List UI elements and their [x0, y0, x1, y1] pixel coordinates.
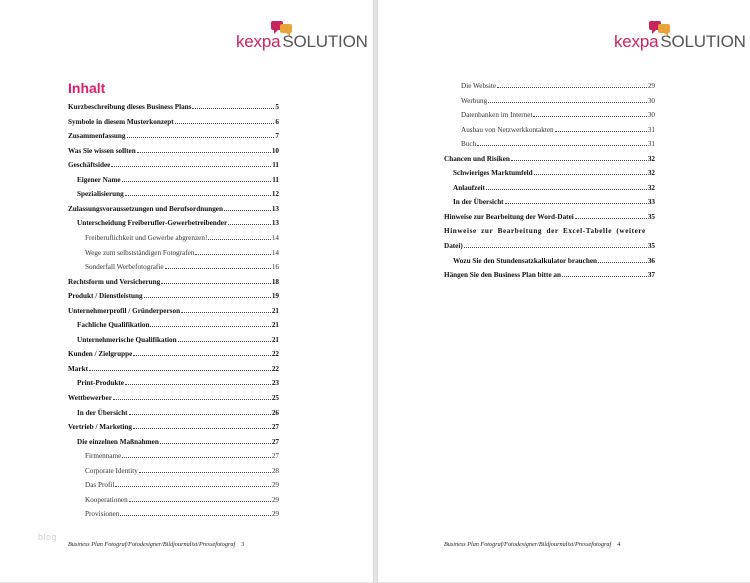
toc-entry-label: Print-Produkte: [77, 379, 124, 388]
toc-entry-label: Spezialisierung: [77, 190, 124, 199]
toc-entry-page: 28: [271, 466, 279, 475]
toc-entry[interactable]: [85, 494, 279, 505]
toc-entry[interactable]: [77, 188, 279, 199]
toc-entry[interactable]: [85, 232, 279, 243]
toc-entry-label: Das Profil: [85, 481, 115, 490]
toc-leader-dots: [178, 334, 271, 342]
toc-entry-page: 18: [271, 277, 279, 286]
toc-entry-label: Wozu Sie den Stundensatzkalkulator brauchen: [453, 256, 598, 265]
toc-entry-page: 29: [271, 495, 279, 504]
toc-leader-dots: [89, 363, 271, 371]
toc-entry-label: Hängen Sie den Business Plan bitte an: [444, 271, 562, 280]
toc-leader-dots: [150, 319, 270, 327]
toc-entry-label: Wettbewerber: [68, 394, 112, 402]
toc-entry[interactable]: [461, 109, 655, 120]
toc-entry[interactable]: [453, 182, 655, 193]
toc-entry-page: 33: [647, 198, 655, 207]
toc-leader-dots: [555, 124, 647, 132]
page-footer-right: [444, 541, 620, 548]
toc-entry[interactable]: [77, 174, 279, 185]
toc-entry[interactable]: [68, 276, 279, 287]
toc-title: Inhalt: [68, 80, 106, 96]
toc-entry-page: 5: [275, 103, 279, 111]
toc-entry[interactable]: [453, 196, 655, 207]
toc-leader-dots: [208, 232, 270, 240]
toc-entry-page: 12: [271, 190, 279, 199]
toc-entry-label: Buch: [461, 140, 477, 149]
toc-entry-page: 6: [275, 117, 279, 126]
toc-entry[interactable]: [444, 153, 655, 164]
toc-entry-label: In der Übersicht: [453, 198, 504, 207]
toc-entry-label: Corporate Identity: [85, 466, 138, 475]
toc-entry-label: Markt: [68, 364, 88, 373]
toc-entry[interactable]: [68, 101, 279, 112]
left-page: [0, 0, 374, 582]
toc-leader-dots: [115, 479, 270, 487]
toc-leader-dots: [122, 450, 270, 458]
toc-entry-label: Sonderfall Werbefotografie: [85, 263, 164, 272]
toc-entry-page: 30: [647, 111, 655, 120]
toc-entry-label: Datenbanken im Internet: [461, 111, 533, 120]
toc-entry-page: 11: [272, 161, 279, 170]
watermark: blog: [38, 532, 58, 542]
toc-entry-page: 16: [271, 263, 279, 272]
toc-entry-label: Was Sie wissen sollten: [68, 146, 136, 155]
toc-entry-label: Hinweise zur Bearbeitung der Excel-Tabelle (weitere: [444, 226, 646, 235]
toc-entry[interactable]: [68, 290, 279, 301]
footer-text: Business Plan Fotograf/Fotodesigner/Bildjournalist/Pressefotograf: [444, 541, 612, 548]
toc-leader-dots: [125, 377, 271, 385]
toc-entry[interactable]: [68, 130, 279, 141]
toc-entry[interactable]: [444, 211, 655, 222]
toc-leader-dots: [144, 290, 271, 298]
toc-entry-page: 29: [271, 481, 279, 490]
toc-entry-label: Kooperationen: [85, 495, 128, 504]
toc-entry-label: Zusammenfassung: [68, 132, 126, 141]
toc-leader-dots: [192, 101, 274, 109]
page-footer-left: [68, 541, 244, 548]
toc-entry-label: Provisionen: [85, 510, 120, 519]
toc-entry-page: 7: [275, 132, 279, 141]
toc-entry[interactable]: [77, 319, 279, 330]
toc-entry-page: 14: [271, 248, 279, 257]
toc-entry-page: 29: [271, 510, 279, 519]
toc-leader-dots: [534, 167, 647, 175]
toc-entry[interactable]: [85, 247, 279, 258]
toc-entry[interactable]: [85, 450, 279, 461]
toc-leader-dots: [161, 276, 271, 284]
toc-entry[interactable]: [461, 80, 655, 91]
toc-entry-page: 13: [271, 204, 279, 213]
toc-entry-page: 19: [271, 292, 279, 301]
toc-leader-dots: [127, 130, 275, 138]
toc-entry-label: Produkt / Dienstleistung: [68, 292, 143, 301]
toc-leader-dots: [181, 305, 271, 313]
toc-entry-label: Datei): [444, 242, 463, 251]
toc-leader-dots: [562, 269, 647, 277]
toc-leader-dots: [129, 494, 271, 502]
toc-leader-dots: [129, 407, 271, 415]
toc-leader-dots: [120, 508, 270, 516]
toc-entry-label: Unternehmerische Qualifikation: [77, 335, 177, 344]
toc-leader-dots: [497, 80, 647, 88]
toc-entry-label: Vertrieb / Marketing: [68, 423, 133, 432]
page-number: 3: [241, 541, 245, 548]
toc-leader-dots: [122, 174, 272, 182]
toc-entry-label: Geschäftsidee: [68, 161, 111, 170]
toc-entry[interactable]: [77, 217, 279, 228]
toc-entry-label: Eigener Name: [77, 175, 121, 184]
toc-entry-page: 35: [647, 242, 655, 251]
toc-entry[interactable]: [444, 226, 655, 236]
toc-entry-label: Fachliche Qualifikation: [77, 321, 150, 330]
toc-leader-dots: [125, 188, 271, 196]
toc-entry[interactable]: [68, 203, 279, 214]
toc-entry-label: Hinweise zur Bearbeitung der Word-Datei: [444, 212, 574, 221]
toc-entry-page: 31: [647, 140, 655, 149]
toc-entry[interactable]: [77, 407, 279, 418]
toc-entry-label: Anlaufzeit: [453, 183, 485, 192]
toc-entry[interactable]: [68, 116, 279, 127]
toc-entry-label: Firmenname: [85, 452, 122, 461]
toc-entry-label: Schwieriges Marktumfeld: [453, 169, 533, 178]
toc-entry-page: 22: [271, 364, 279, 373]
toc-entry-page: 27: [271, 452, 279, 461]
toc-leader-dots: [224, 203, 271, 211]
toc-right: [378, 0, 750, 582]
logo-solution-text: SOLUTION: [282, 32, 368, 51]
toc-entry[interactable]: [85, 479, 279, 490]
toc-leader-dots: [505, 196, 647, 204]
toc-leader-dots: [511, 153, 647, 161]
toc-entry[interactable]: [77, 436, 279, 447]
toc-leader-dots: [175, 116, 275, 124]
toc-leader-dots: [477, 138, 647, 146]
toc-entry-page: 37: [647, 271, 655, 280]
toc-entry-page: 32: [647, 183, 655, 192]
right-page: [377, 0, 750, 582]
toc-leader-dots: [113, 392, 271, 400]
toc-leader-dots: [133, 348, 271, 356]
toc-left: [0, 0, 373, 582]
toc-entry-page: 36: [647, 256, 655, 265]
toc-entry-page: 29: [647, 82, 655, 90]
toc-entry[interactable]: [453, 255, 655, 266]
toc-leader-dots: [488, 95, 647, 103]
toc-entry-page: 11: [272, 175, 279, 184]
toc-entry[interactable]: [461, 124, 655, 135]
toc-entry-page: 35: [647, 212, 655, 221]
toc-entry[interactable]: [68, 421, 279, 432]
logo-kexpa-text: kexpa: [236, 32, 281, 51]
toc-entry-label: Kurzbeschreibung dieses Business Plans: [68, 103, 192, 111]
toc-entry-page: 31: [647, 125, 655, 134]
toc-entry[interactable]: [68, 305, 279, 316]
toc-entry-label: Die einzelnen Maßnahmen: [77, 437, 159, 446]
toc-entry-label: Werbung: [461, 96, 488, 105]
logo-solution-text: SOLUTION: [660, 32, 746, 51]
toc-leader-dots: [139, 465, 271, 473]
toc-entry[interactable]: [461, 138, 655, 149]
toc-entry-label: Unterscheidung Freiberufler-Gewerbetreibender: [77, 219, 228, 228]
toc-leader-dots: [133, 421, 271, 429]
toc-entry-page: 10: [271, 146, 279, 155]
toc-entry[interactable]: [68, 363, 279, 374]
toc-entry-page: 32: [647, 169, 655, 178]
toc-entry[interactable]: [85, 261, 279, 272]
toc-entry-page: 27: [271, 437, 279, 446]
toc-leader-dots: [165, 261, 271, 269]
toc-entry-label: Kunden / Zielgruppe: [68, 350, 133, 359]
toc-entry-label: In der Übersicht: [77, 408, 128, 417]
toc-entry-page: 23: [271, 379, 279, 388]
toc-entry-label: Unternehmerprofil / Gründerperson: [68, 306, 181, 315]
toc-entry[interactable]: [77, 377, 279, 388]
toc-entry-label: Zulassungsvoraussetzungen und Berufsordnungen: [68, 204, 223, 213]
toc-entry-label: Freiberuflichkeit und Gewerbe abgrenzen!: [85, 233, 208, 242]
toc-entry[interactable]: [68, 145, 279, 156]
toc-entry[interactable]: [68, 392, 279, 403]
page-number: 4: [617, 541, 621, 548]
toc-entry[interactable]: [85, 508, 279, 519]
toc-entry[interactable]: [444, 269, 655, 280]
toc-entry-label: Die Website: [461, 82, 497, 90]
toc-leader-dots: [575, 211, 647, 219]
toc-leader-dots: [598, 255, 647, 263]
footer-text: Business Plan Fotograf/Fotodesigner/Bildjournalist/Pressefotograf: [68, 541, 236, 548]
toc-entry-page: 30: [647, 96, 655, 105]
toc-entry-page: 32: [647, 154, 655, 163]
toc-entry-continuation[interactable]: [444, 240, 655, 251]
toc-entry-page: 21: [271, 335, 279, 344]
toc-entry-page: 13: [271, 219, 279, 228]
toc-entry-page: 14: [271, 233, 279, 242]
toc-entry-page: 21: [271, 306, 279, 315]
toc-leader-dots: [111, 159, 271, 167]
toc-entry-label: Rechtsform und Versicherung: [68, 277, 161, 286]
toc-entry-page: 27: [271, 423, 279, 432]
toc-entry-page: 25: [271, 394, 279, 402]
toc-entry-label: Wege zum selbstständigen Fotografen: [85, 248, 195, 257]
toc-leader-dots: [195, 247, 270, 255]
toc-entry[interactable]: [85, 465, 279, 476]
toc-leader-dots: [464, 240, 647, 248]
toc-entry[interactable]: [68, 348, 279, 359]
toc-entry-page: 26: [271, 408, 279, 417]
toc-entry[interactable]: [453, 167, 655, 178]
toc-leader-dots: [486, 182, 647, 190]
toc-entry-page: 22: [271, 350, 279, 359]
toc-leader-dots: [228, 217, 271, 225]
toc-entry[interactable]: [68, 159, 279, 170]
toc-entry[interactable]: [461, 95, 655, 106]
toc-entry-page: 21: [271, 321, 279, 330]
toc-entry-label: Symbole in diesem Musterkonzept: [68, 117, 174, 126]
logo-kexpa-text: kexpa: [614, 32, 659, 51]
toc-entry[interactable]: [77, 334, 279, 345]
toc-entry-label: Chancen und Risiken: [444, 154, 510, 163]
toc-entry-label: Ausbau von Netzwerkkontakten: [461, 125, 554, 134]
toc-leader-dots: [160, 436, 271, 444]
toc-leader-dots: [533, 109, 646, 117]
toc-leader-dots: [137, 145, 271, 153]
